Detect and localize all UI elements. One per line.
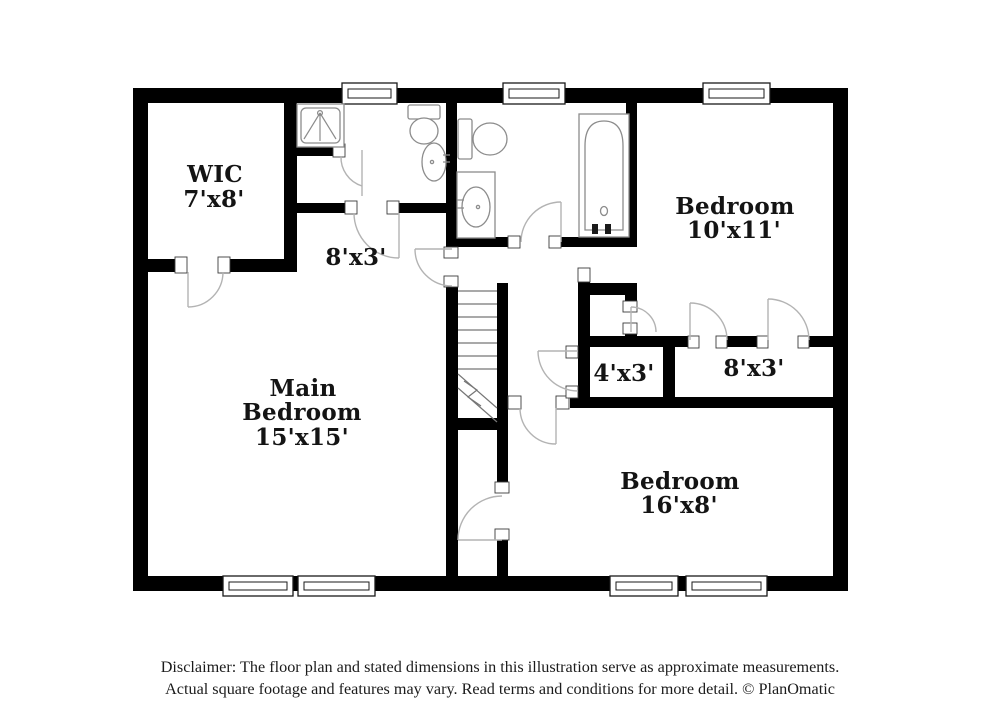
wall-wic-bottom-east <box>230 259 284 272</box>
window <box>703 83 770 104</box>
door-wic <box>188 272 223 307</box>
wic-label: WIC <box>187 161 243 188</box>
wall-stairs-left <box>446 287 458 576</box>
wall-bath1-south-east <box>399 203 446 213</box>
wall-outer-left <box>133 88 148 591</box>
wall-bath1-south-west <box>284 203 353 213</box>
door-closet-8x3-left <box>690 303 727 340</box>
window <box>503 83 565 104</box>
closet-4x3-dims: 4'x3' <box>593 360 655 387</box>
window <box>610 576 678 596</box>
toilet <box>408 105 440 144</box>
main-bedroom-dims: 15'x15' <box>255 424 349 451</box>
sink <box>422 143 450 181</box>
bedroom-10x11-dims: 10'x11' <box>687 217 781 244</box>
wall-stairs-bottom <box>458 418 502 430</box>
window <box>686 576 767 596</box>
wall-closets-bottom <box>570 397 848 408</box>
wall-bath-divider <box>446 103 457 247</box>
wall-hall-right-lower <box>497 540 508 576</box>
vanity-sink <box>457 172 495 238</box>
closet-8x3-dims: 8'x3' <box>723 355 785 382</box>
window <box>342 83 397 104</box>
disclaimer-line-2: Actual square footage and features may vary. Read terms and conditions for more detail. © PlanOmatic <box>165 680 835 698</box>
wic-dims: 7'x8' <box>183 186 245 213</box>
wall-vestibule-top <box>578 283 632 295</box>
bedroom-16x8-label: Bedroom <box>620 468 740 495</box>
wall-bath2-south-east <box>561 237 637 247</box>
door-closet-8x3-right <box>768 299 809 340</box>
window <box>223 576 293 596</box>
main-bedroom-label-line1: Main <box>269 375 337 402</box>
window <box>298 576 375 596</box>
wall-wic-right <box>284 103 297 272</box>
wall-outer-right <box>833 88 848 591</box>
disclaimer-line-1: Disclaimer: The floor plan and stated dimensions in this illustration serve as approximate measurements. <box>160 658 840 676</box>
wall-closet4-top <box>578 336 675 347</box>
wall-closet8-top-a <box>663 336 690 347</box>
shower <box>297 104 344 147</box>
suite-hall-dims: 8'x3' <box>325 244 387 271</box>
door-bedroom-16x8 <box>520 408 556 444</box>
main-bedroom-label-line2: Bedroom <box>242 399 362 426</box>
wall-hall-right-upper <box>497 283 508 493</box>
wall-closet8-top-c <box>809 336 833 347</box>
disclaimer <box>161 658 840 698</box>
staircase <box>458 291 497 422</box>
bedroom-10x11-label: Bedroom <box>675 193 795 220</box>
toilet <box>458 119 507 159</box>
bathtub <box>579 114 629 237</box>
bedroom-16x8-dims: 16'x8' <box>640 492 718 519</box>
